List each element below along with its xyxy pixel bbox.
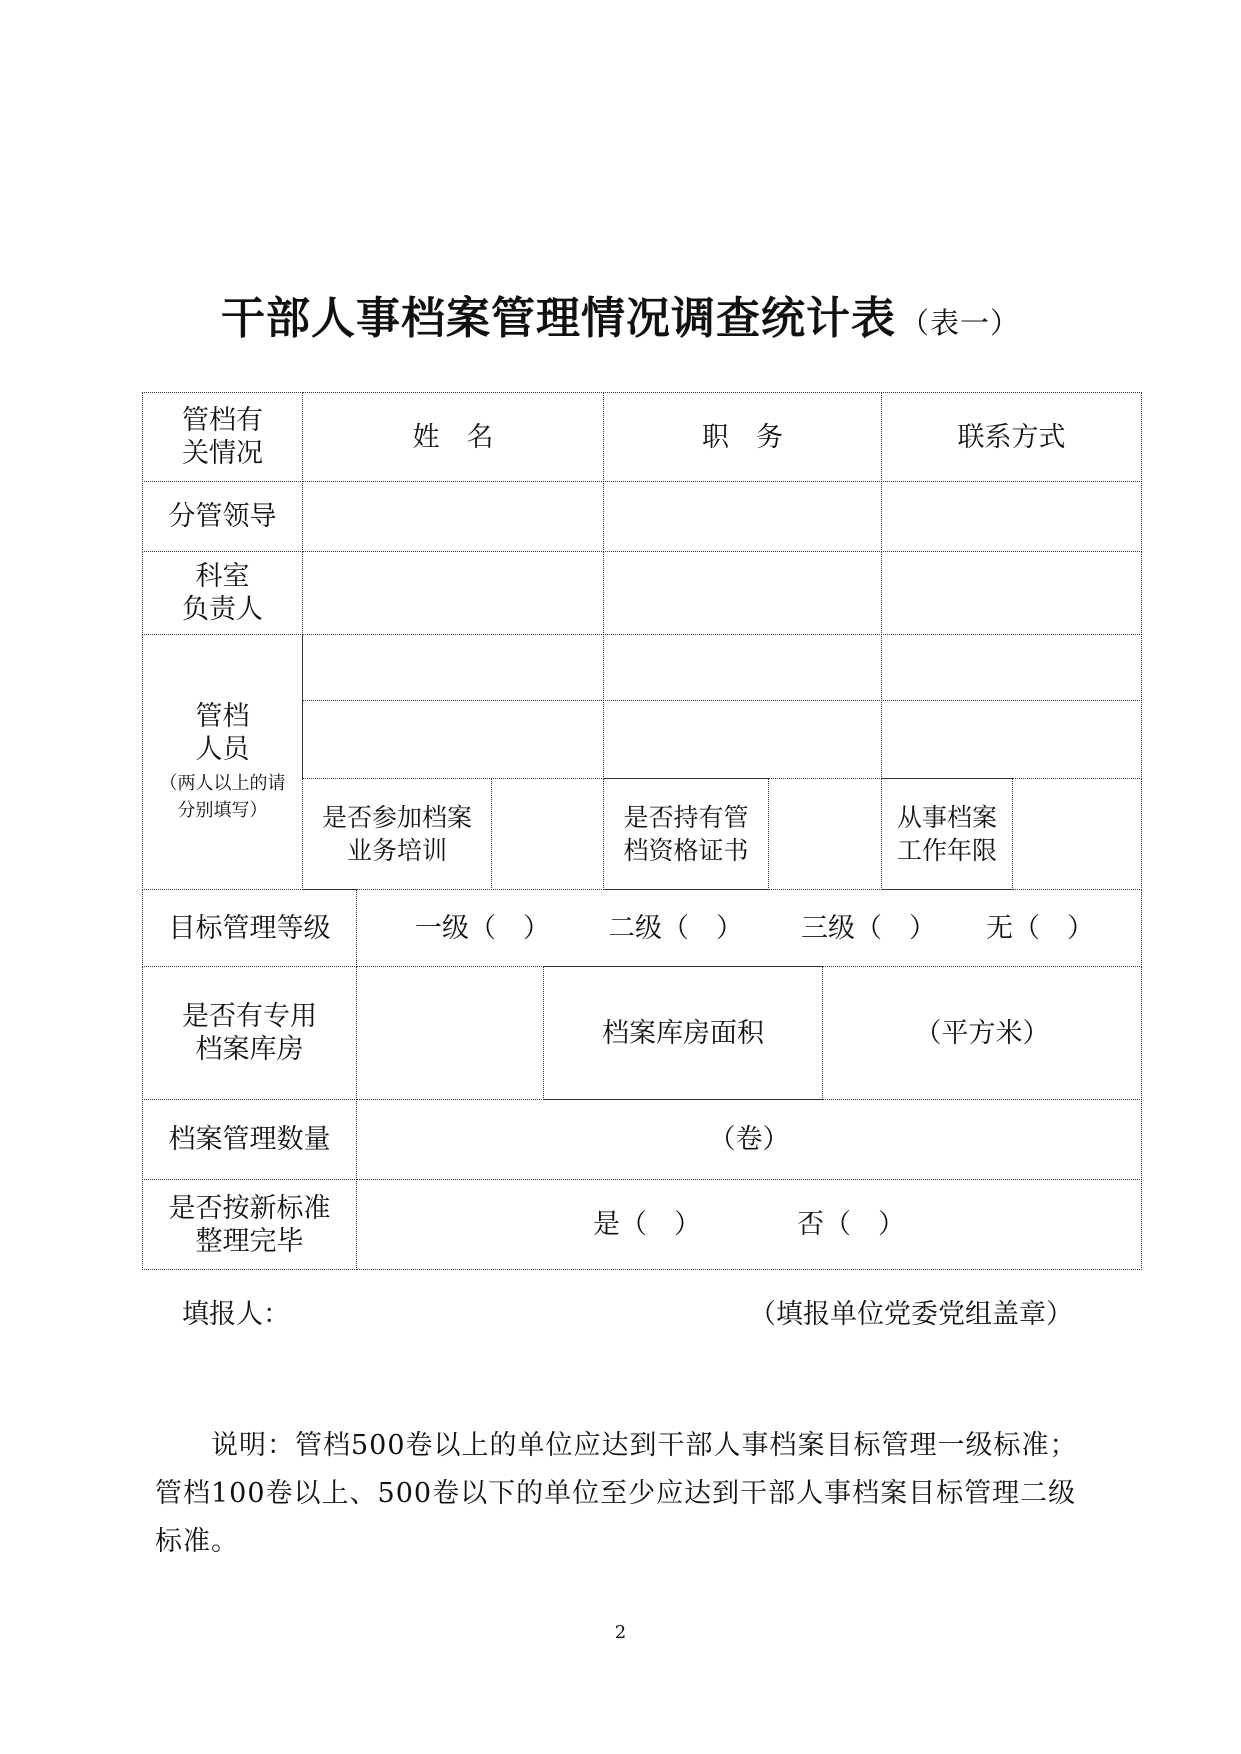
years-field[interactable] [1012, 778, 1142, 890]
filler-label: 填报人： [182, 1299, 290, 1330]
certificate-label: 是否持有管 档资格证书 [603, 778, 769, 890]
page-number: 2 [614, 1622, 627, 1643]
explanation-text: 说明：管档500卷以上的单位应达到干部人事档案目标管理一级标准；管档100卷以上、500卷以下的单位至少应达到干部人事档案目标管理二级标准。 [155, 1430, 1078, 1557]
header-name: 姓 名 [302, 392, 604, 482]
office-head-contact-field[interactable] [881, 551, 1142, 635]
leader-label: 分管领导 [142, 481, 303, 552]
quantity-unit: （卷） [708, 1124, 790, 1155]
standard-no[interactable]: 否（ ） [797, 1209, 905, 1240]
standard-options [356, 1179, 1142, 1270]
header-row-label: 管档有 关情况 [142, 392, 303, 482]
staff2-contact-field[interactable] [881, 700, 1142, 779]
header-position: 职 务 [603, 392, 882, 482]
leader-contact-field[interactable] [881, 481, 1142, 552]
leader-position-field[interactable] [603, 481, 882, 552]
certificate-field[interactable] [768, 778, 882, 890]
title-text: 干部人事档案管理情况调查统计表 [220, 293, 896, 344]
level-label: 目标管理等级 [142, 889, 357, 967]
storage-area-field[interactable] [822, 966, 1142, 1100]
form-title [0, 282, 1241, 346]
level-options [356, 889, 1142, 967]
header-contact: 联系方式 [881, 392, 1142, 482]
staff2-name-field[interactable] [302, 700, 604, 779]
explanation-note [155, 1422, 1095, 1566]
standard-label: 是否按新标准 整理完毕 [142, 1179, 357, 1270]
survey-table [142, 392, 1142, 1270]
title-suffix: （表一） [899, 306, 1020, 340]
office-head-label: 科室 负责人 [142, 551, 303, 635]
staff1-position-field[interactable] [603, 634, 882, 701]
storage-area-label: 档案库房面积 [543, 966, 823, 1100]
training-label: 是否参加档案 业务培训 [302, 778, 492, 890]
years-label: 从事档案 工作年限 [881, 778, 1013, 890]
storage-area-unit: （平方米） [914, 1017, 1050, 1049]
storage-label: 是否有专用 档案库房 [142, 966, 357, 1100]
office-head-name-field[interactable] [302, 551, 604, 635]
storage-field[interactable] [356, 966, 544, 1100]
training-field[interactable] [491, 778, 604, 890]
staff-note: （两人以上的请 分别填写） [159, 773, 286, 821]
stamp-label: （填报单位党委党组盖章） [749, 1299, 1073, 1330]
staff1-name-field[interactable] [302, 634, 604, 701]
staff2-position-field[interactable] [603, 700, 882, 779]
staff1-contact-field[interactable] [881, 634, 1142, 701]
standard-yes[interactable]: 是（ ） [593, 1209, 701, 1240]
leader-name-field[interactable] [302, 481, 604, 552]
office-head-position-field[interactable] [603, 551, 882, 635]
staff-label-cell [142, 634, 303, 890]
level-option-3[interactable]: 三级（ ） [801, 912, 936, 944]
quantity-label: 档案管理数量 [142, 1099, 357, 1180]
staff-label: 管档 人员 [195, 701, 250, 765]
level-option-2[interactable]: 二级（ ） [608, 912, 743, 944]
quantity-field[interactable] [356, 1099, 1142, 1180]
level-option-1[interactable]: 一级（ ） [415, 912, 550, 944]
level-option-none[interactable]: 无（ ） [986, 912, 1094, 944]
